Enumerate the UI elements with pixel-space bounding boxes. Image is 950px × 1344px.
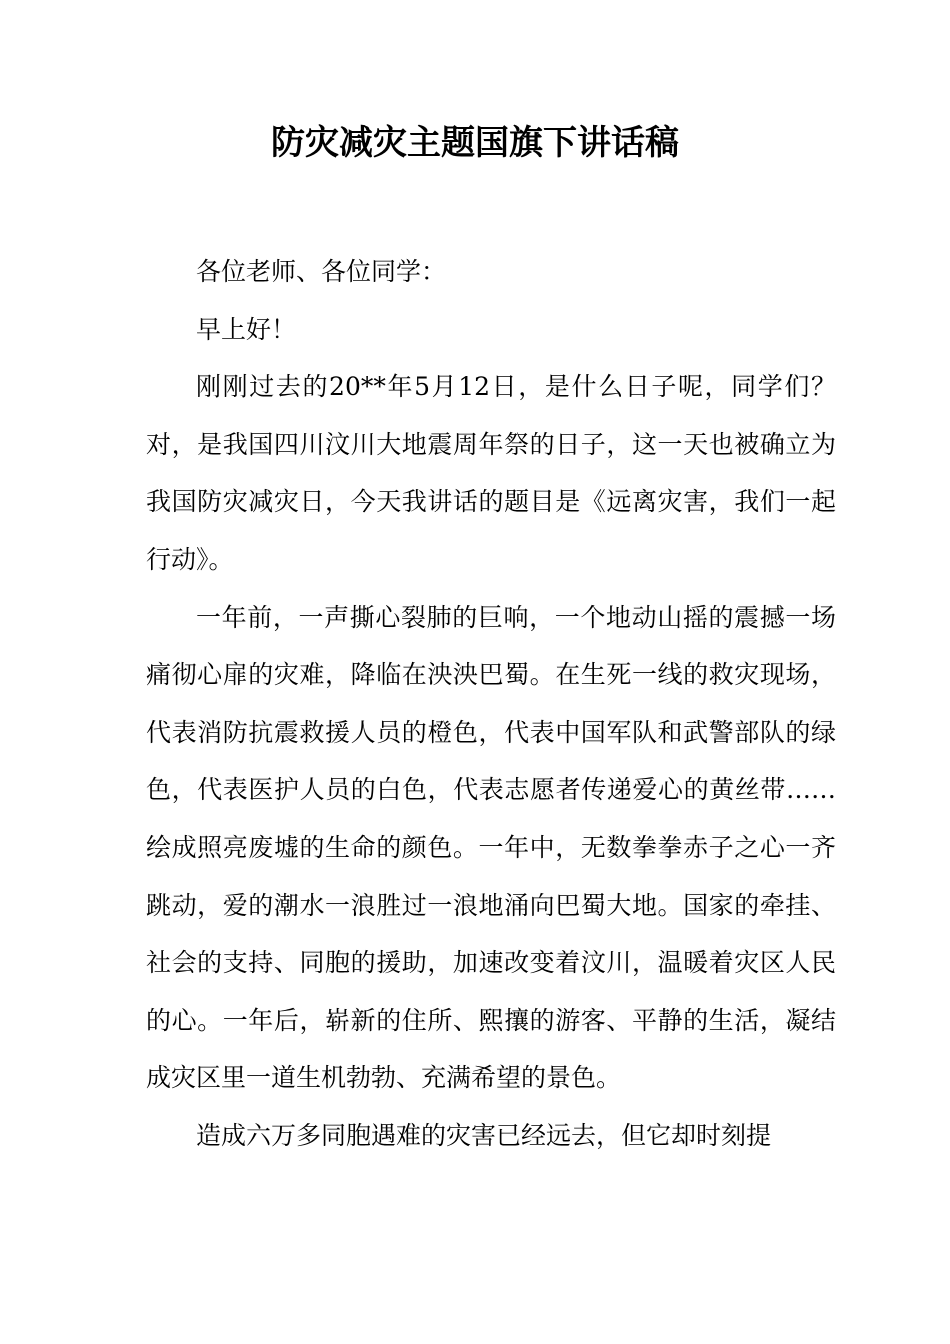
greeting-paragraph: 各位老师、各位同学： bbox=[196, 257, 447, 286]
recollection-paragraph: 一年前，一声撕心裂肺的巨响，一个地动山摇的震撼一场痛彻心扉的灾难，降临在泱泱巴蜀。在生死一线的救灾现场，代表消防抗震救援人员的橙色，代表中国军队和武警部队的绿色，代表医护人员的白色，代表志愿者传递爱心的黄丝带……绘成照亮废墟的生命的颜色。一年中，无数拳拳赤子之心一齐跳动，爱的潮水一浪胜过一浪地涌向巴蜀大地。国家的牵挂、社会的支持、同胞的援助，加速改变着汶川，温暖着灾区人民的心。一年后，崭新的住所、熙攘的游客、平静的生活，凝结成灾区里一道生机勃勃、充满希望的景色。 bbox=[146, 602, 836, 1093]
intro-paragraph: 刚刚过去的20**年5月12日，是什么日子呢，同学们？对，是我国四川汶川大地震周年祭的日子，这一天也被确立为我国防灾减灾日，今天我讲话的题目是《远离灾害，我们一起行动》。 bbox=[146, 372, 836, 574]
document-title: 防灾减灾主题国旗下讲话稿 bbox=[271, 123, 679, 163]
closing-paragraph: 造成六万多同胞遇难的灾害已经远去，但它却时刻提 bbox=[196, 1120, 772, 1150]
salutation-paragraph: 早上好！ bbox=[196, 314, 297, 344]
document-body bbox=[146, 243, 836, 1165]
